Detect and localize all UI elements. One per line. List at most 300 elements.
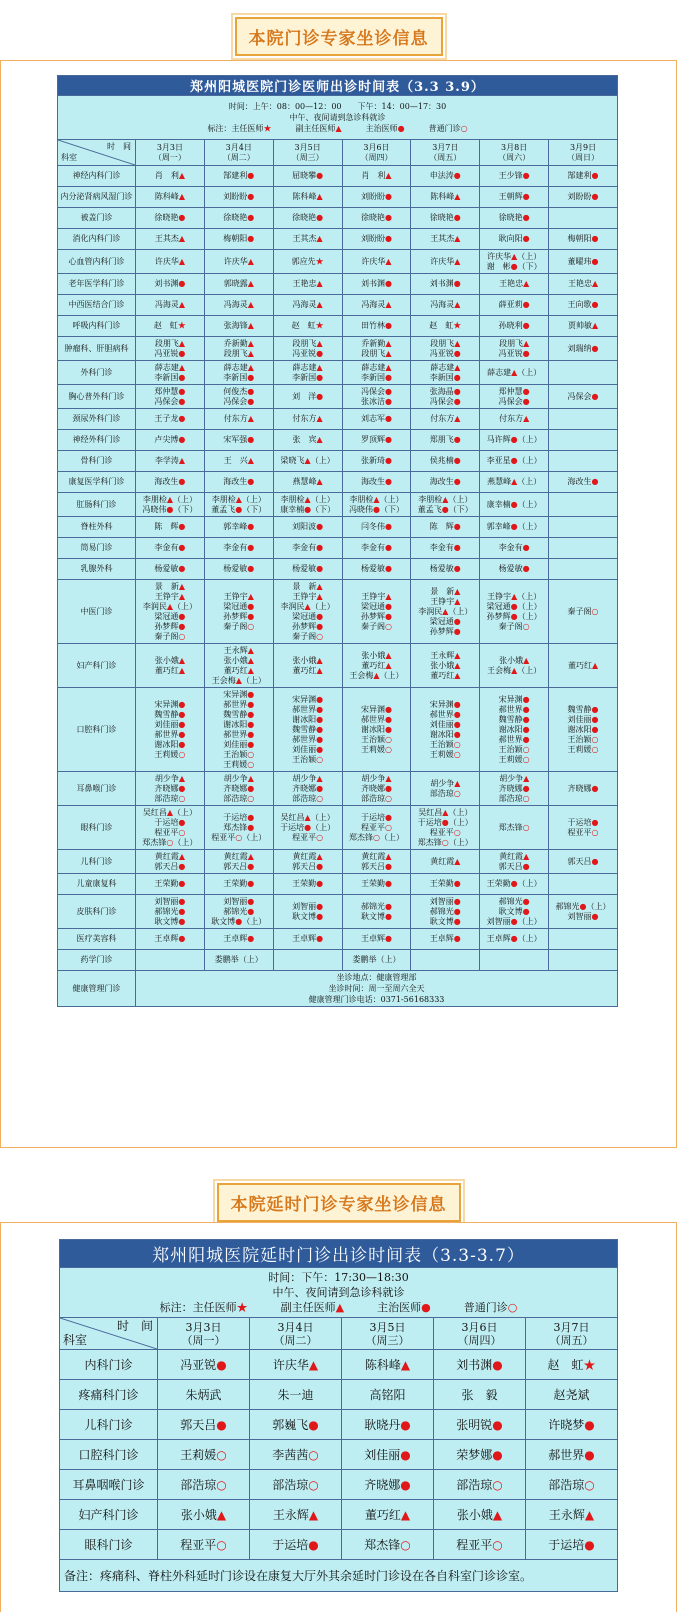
legend-prefix: 标注：: [207, 124, 232, 133]
doctor-entry: 刘盼盼●: [567, 192, 599, 201]
dept-name: 呼吸内科门诊: [58, 316, 136, 337]
schedule-cell: [549, 274, 618, 295]
doctor-entry: 郝世界●: [292, 734, 324, 744]
doctor-entry: 刘佳丽●: [292, 744, 324, 754]
doctor-entry: 郝锦光●（上）: [555, 901, 611, 911]
schedule-row: [58, 950, 618, 971]
schedule-cell: [411, 538, 480, 559]
day-date: 3月3日: [156, 142, 184, 152]
schedule-cell: [342, 208, 411, 229]
doctor-entry: 李学涛▲: [154, 456, 185, 465]
schedule-cell: [342, 409, 411, 430]
schedule-cell: [526, 1500, 618, 1530]
evening-title: 郑州阳城医院延时门诊出诊时间表（3.3-3.7）: [60, 1240, 618, 1268]
legend-mark-attending: ●: [397, 124, 405, 133]
doctor-entry: 刘书渊●: [456, 1358, 503, 1372]
doctor-entry: 王艳忠▲: [567, 279, 599, 288]
doctor-entry: 徐晓艳●: [429, 213, 461, 222]
doctor-entry: 燕慧峰▲（上）: [487, 477, 542, 486]
schedule-row: [58, 385, 618, 409]
schedule-row: [58, 644, 618, 688]
doctor-entry: 贾帅敏▲: [567, 321, 599, 330]
doctor-entry: 耿文博●（上）: [211, 916, 267, 926]
doctor-entry: 李金有●: [498, 543, 530, 552]
schedule-cell: [342, 385, 411, 409]
day-header: [204, 140, 273, 166]
doctor-entry: 李金有●: [429, 543, 461, 552]
doctor-entry: 薛志建▲: [361, 362, 392, 372]
doctor-entry: 郝世界●: [498, 704, 530, 714]
dept-name: 药学门诊: [58, 950, 136, 971]
schedule-cell: [204, 451, 273, 472]
schedule-cell: [158, 1530, 250, 1560]
doctor-entry: 郝世界●: [154, 729, 186, 739]
schedule-cell: [526, 1440, 618, 1470]
doctor-entry: 魏雪静●: [498, 714, 530, 724]
doctor-entry: 张小娥▲: [180, 1508, 227, 1522]
schedule-cell: [549, 874, 618, 895]
doctor-entry: 宋军强●: [223, 435, 255, 444]
doctor-entry: 李朋检▲（上）: [142, 494, 197, 504]
doctor-entry: 董巧红▲: [567, 660, 599, 670]
doctor-entry: 郝世界●: [223, 729, 255, 739]
schedule-cell: [411, 385, 480, 409]
doctor-entry: 赵 虹★: [153, 321, 186, 330]
doctor-entry: 郑杰锋○（上）: [142, 837, 198, 847]
schedule-cell: [158, 1500, 250, 1530]
doctor-entry: 徐晓艳●: [292, 213, 324, 222]
day-date: 3月7日: [553, 1320, 590, 1334]
doctor-entry: 郝世界●: [223, 699, 255, 709]
health-tel: 健康管理门诊电话：0371-56168333: [308, 995, 445, 1004]
doctor-entry: 张明锐●: [456, 1418, 503, 1432]
schedule-cell: [411, 929, 480, 950]
schedule-cell: [136, 493, 205, 517]
doctor-entry: 刘盼盼●: [360, 234, 392, 243]
doctor-entry: 于运培●: [360, 812, 392, 822]
doctor-entry: 王莉媛○: [223, 759, 255, 769]
schedule-cell: [411, 187, 480, 208]
doctor-entry: 郑杰锋○（上）: [348, 832, 404, 842]
schedule-cell: [136, 929, 205, 950]
schedule-cell: [342, 688, 411, 772]
schedule-cell: [273, 430, 342, 451]
doctor-entry: 刘智丽●: [154, 896, 186, 906]
day-header: [526, 1318, 618, 1350]
doctor-entry: 程亚平○: [567, 827, 599, 837]
schedule-cell: [480, 806, 549, 850]
schedule-cell: [204, 806, 273, 850]
schedule-cell: [411, 208, 480, 229]
day-weekday: （周二）: [273, 1333, 318, 1347]
day-date: 3月6日: [461, 1320, 498, 1334]
corner-time-label: 时 间: [107, 142, 131, 151]
schedule-cell: [204, 895, 273, 929]
doctor-entry: 黄红霞▲: [292, 851, 323, 861]
schedule-cell: [136, 187, 205, 208]
doctor-entry: 段朋飞▲: [223, 348, 254, 358]
schedule-cell: [136, 385, 205, 409]
doctor-entry: 耿文博●: [292, 911, 324, 921]
schedule-cell: [411, 472, 480, 493]
dept-name: 骨科门诊: [58, 451, 136, 472]
emergency-note: 中午、夜间请到急诊科就诊: [289, 113, 386, 122]
schedule-cell: [136, 559, 205, 580]
dept-name: 儿科门诊: [58, 850, 136, 874]
doctor-entry: 谢冰阳●: [429, 729, 461, 739]
doctor-entry: 王永辉▲: [548, 1508, 595, 1522]
doctor-entry: 杨爱敏●: [154, 564, 186, 573]
schedule-cell: [136, 337, 205, 361]
corner-dept-label: 科室: [63, 1333, 88, 1347]
doctor-entry: 郭天吕●: [292, 861, 324, 871]
doctor-entry: 王向歌●: [567, 300, 599, 309]
schedule-cell: [273, 538, 342, 559]
doctor-entry: 郜建利●: [567, 171, 599, 180]
schedule-cell: [434, 1500, 526, 1530]
doctor-entry: 王会梅▲（上）: [487, 665, 542, 675]
schedule-cell: [273, 385, 342, 409]
schedule-row: [58, 250, 618, 274]
doctor-entry: 李新国●: [292, 372, 324, 382]
doctor-entry: 王少锋●: [498, 171, 530, 180]
schedule-cell: [434, 1470, 526, 1500]
doctor-entry: 王永辉▲: [272, 1508, 319, 1522]
schedule-row: [58, 451, 618, 472]
day-date: 3月4日: [277, 1320, 314, 1334]
doctor-entry: 郝世界●: [292, 704, 324, 714]
doctor-entry: 黄红霞▲: [361, 851, 392, 861]
schedule-cell: [273, 517, 342, 538]
doctor-entry: 王朝辉●: [498, 192, 530, 201]
day-header: [434, 1318, 526, 1350]
doctor-entry: 付东方▲: [499, 414, 530, 423]
doctor-entry: 齐晓娜●: [292, 783, 324, 793]
schedule-cell: [434, 1440, 526, 1470]
doctor-entry: 闫冬伟●: [360, 522, 392, 531]
doctor-entry: 刘阳波●: [292, 522, 324, 531]
doctor-entry: 朱炳武: [185, 1388, 222, 1402]
schedule-cell: [411, 361, 480, 385]
doctor-entry: 郝锦光●: [429, 906, 461, 916]
evening-note: 备注：疼痛科、脊柱外科延时门诊设在康复大厅外其余延时门诊设在各自科室门诊诊室。: [60, 1560, 618, 1592]
doctor-entry: 刘瑞纳●: [567, 343, 599, 353]
doctor-entry: 张小娥▲: [292, 655, 323, 665]
dept-name: 皮肤科门诊: [58, 895, 136, 929]
doctor-entry: 王莉媛○: [360, 744, 392, 754]
legend: [58, 123, 617, 134]
schedule-cell: [273, 295, 342, 316]
schedule-cell: [411, 517, 480, 538]
day-header: [480, 140, 549, 166]
schedule-cell: [434, 1380, 526, 1410]
doctor-entry: 齐晓娜●: [498, 783, 530, 793]
doctor-entry: 王铮宇▲（上）: [487, 591, 542, 601]
doctor-entry: 刘书渊●: [154, 279, 186, 288]
schedule-cell: [549, 538, 618, 559]
schedule-cell: [342, 772, 411, 806]
doctor-entry: 郭晓露▲: [223, 279, 254, 288]
doctor-entry: 刘书渊●: [360, 279, 392, 288]
schedule-cell: [342, 929, 411, 950]
doctor-entry: 秦子阁○: [567, 606, 599, 616]
schedule-cell: [342, 229, 411, 250]
schedule-cell: [526, 1410, 618, 1440]
legend-general: 普通门诊: [428, 124, 461, 133]
schedule-cell: [480, 274, 549, 295]
schedule-cell: [480, 451, 549, 472]
doctor-entry: 程亚平○: [154, 827, 186, 837]
schedule-cell: [480, 409, 549, 430]
schedule-row: [58, 874, 618, 895]
doctor-entry: 郭天吕●: [223, 861, 255, 871]
schedule-cell: [273, 361, 342, 385]
schedule-cell: [411, 644, 480, 688]
dept-name: 疼痛科门诊: [60, 1380, 158, 1410]
doctor-entry: 冯保会●: [567, 391, 599, 401]
schedule-cell: [342, 472, 411, 493]
doctor-entry: 杨爱敏●: [360, 564, 392, 573]
schedule-cell: [480, 472, 549, 493]
doctor-entry: 杨爱敏●: [429, 564, 461, 573]
day-header: [411, 140, 480, 166]
day-weekday: （周三）: [365, 1333, 410, 1347]
doctor-entry: 李金有●: [223, 543, 255, 552]
schedule-cell: [549, 250, 618, 274]
doctor-entry: 段朋飞▲: [361, 348, 392, 358]
schedule-cell: [136, 316, 205, 337]
schedule-cell: [342, 644, 411, 688]
dept-name: 口腔科门诊: [58, 688, 136, 772]
schedule-cell: [136, 517, 205, 538]
schedule-cell: [342, 1380, 434, 1410]
doctor-entry: 王莉媛○: [180, 1448, 227, 1462]
schedule-cell: [342, 250, 411, 274]
doctor-entry: 董巧红▲: [292, 665, 323, 675]
doctor-entry: 田竹林●: [360, 321, 392, 330]
schedule-cell: [250, 1410, 342, 1440]
doctor-entry: 胡少争▲: [430, 778, 461, 788]
schedule-cell: [204, 517, 273, 538]
doctor-entry: 海改生●: [429, 477, 461, 486]
schedule-cell: [411, 493, 480, 517]
doctor-entry: 冯亚锐●: [498, 348, 530, 358]
schedule-cell: [204, 385, 273, 409]
doctor-entry: 孙梦辉●: [360, 611, 392, 621]
schedule-cell: [273, 874, 342, 895]
doctor-entry: 吴红昌▲（上）: [418, 807, 473, 817]
schedule-cell: [549, 337, 618, 361]
dept-name: 神经内科门诊: [58, 166, 136, 187]
doctor-entry: 谢冰阳●: [360, 724, 392, 734]
doctor-entry: 张海晶●: [429, 386, 461, 396]
doctor-entry: 董巧红▲: [223, 665, 254, 675]
schedule-cell: [204, 850, 273, 874]
doctor-entry: 王铮宇▲: [361, 591, 392, 601]
doctor-entry: 杨爱敏●: [223, 564, 255, 573]
doctor-entry: 郭天吕●: [360, 861, 392, 871]
doctor-entry: 齐晓娜●: [154, 783, 186, 793]
dept-name: 脊柱外科: [58, 517, 136, 538]
schedule-cell: [250, 1530, 342, 1560]
doctor-entry: 梁冠通●（上）: [486, 601, 542, 611]
doctor-entry: 郝世界●: [360, 714, 392, 724]
schedule-cell: [411, 430, 480, 451]
day-weekday: （周三）: [291, 152, 324, 162]
schedule-cell: [480, 580, 549, 644]
doctor-entry: 张小娥▲: [456, 1508, 503, 1522]
schedule-cell: [204, 688, 273, 772]
schedule-cell: [250, 1500, 342, 1530]
doctor-entry: 孙梦辉●: [223, 611, 255, 621]
schedule-cell: [273, 895, 342, 929]
schedule-cell: [158, 1470, 250, 1500]
schedule-cell: [526, 1530, 618, 1560]
doctor-entry: 董孟飞●（下）: [211, 504, 267, 514]
schedule-cell: [342, 1530, 434, 1560]
schedule-cell: [136, 430, 205, 451]
schedule-cell: [480, 950, 549, 971]
schedule-cell: [273, 409, 342, 430]
doctor-entry: 梁冠通●: [429, 616, 461, 626]
schedule-cell: [136, 644, 205, 688]
doctor-entry: 王卓辉●: [360, 934, 392, 943]
doctor-entry: 董巧红▲: [361, 660, 392, 670]
doctor-entry: 王莉媛○: [154, 749, 186, 759]
schedule-cell: [342, 1470, 434, 1500]
doctor-entry: 于运培●（上）: [280, 822, 336, 832]
schedule-cell: [480, 385, 549, 409]
doctor-entry: 李朋检▲（上）: [349, 494, 404, 504]
day-weekday: （周一）: [181, 1333, 226, 1347]
day-date: 3月5日: [369, 1320, 406, 1334]
doctor-entry: 刘志军●: [360, 414, 392, 423]
schedule-cell: [342, 274, 411, 295]
hours: 时间：上午：08：00—12：00 下午：14：00—17：30: [228, 102, 447, 111]
doctor-entry: 部浩琼○: [548, 1478, 595, 1492]
schedule-cell: [204, 559, 273, 580]
schedule-cell: [480, 493, 549, 517]
schedule-cell: [549, 451, 618, 472]
doctor-entry: 胡少争▲: [154, 773, 185, 783]
doctor-entry: 梁冠通●: [154, 611, 186, 621]
schedule-row: [58, 229, 618, 250]
doctor-entry: 梅朝阳●: [223, 234, 255, 243]
schedule-row: [58, 895, 618, 929]
doctor-entry: 郭天吕●: [180, 1418, 227, 1432]
doctor-entry: 郭天吕●: [154, 861, 186, 871]
legend-mark-general: ○: [507, 1301, 518, 1314]
doctor-entry: 冯保会●: [429, 396, 461, 406]
doctor-entry: 宋异渊●: [292, 694, 324, 704]
schedule-cell: [342, 1500, 434, 1530]
doctor-entry: 李金有●: [360, 543, 392, 552]
doctor-entry: 魏雪静●: [292, 724, 324, 734]
day-weekday: （周二）: [222, 152, 255, 162]
schedule-row: [58, 580, 618, 644]
doctor-entry: 赵 虹★: [291, 321, 324, 330]
dept-name: 耳鼻咽喉门诊: [60, 1470, 158, 1500]
schedule-cell: [526, 1470, 618, 1500]
section-banner-outpatient: 本院门诊专家坐诊信息: [235, 17, 443, 56]
doctor-entry: 冯保会●: [498, 396, 530, 406]
schedule-cell: [136, 208, 205, 229]
schedule-cell: [342, 895, 411, 929]
dept-name: 外科门诊: [58, 361, 136, 385]
schedule-cell: [549, 850, 618, 874]
schedule-cell: [480, 361, 549, 385]
corner-header: [60, 1318, 158, 1350]
schedule-cell: [136, 361, 205, 385]
day-header: [273, 140, 342, 166]
doctor-entry: 王卓辉●: [154, 934, 186, 943]
dept-name: 妇产科门诊: [58, 644, 136, 688]
schedule-row: [60, 1350, 618, 1380]
doctor-entry: 许晓梦●: [548, 1418, 595, 1432]
doctor-entry: 王莉媛○: [498, 754, 530, 764]
doctor-entry: 海改生●: [567, 477, 599, 486]
doctor-entry: 杨爱敏●: [292, 564, 324, 573]
schedule-row: [58, 472, 618, 493]
doctor-entry: 王荣勤●: [154, 879, 186, 888]
schedule-cell: [273, 337, 342, 361]
doctor-entry: 耿文博●: [498, 906, 530, 916]
schedule-cell: [526, 1350, 618, 1380]
doctor-entry: 娄鹏举（上）: [352, 955, 401, 964]
schedule-row: [58, 430, 618, 451]
schedule-cell: [273, 166, 342, 187]
schedule-cell: [434, 1350, 526, 1380]
schedule-cell: [158, 1350, 250, 1380]
schedule-cell: [136, 409, 205, 430]
schedule-cell: [480, 250, 549, 274]
schedule-cell: [136, 850, 205, 874]
schedule-cell: [480, 929, 549, 950]
doctor-entry: 刘 洋●: [292, 391, 324, 401]
doctor-entry: 齐晓娜●: [364, 1478, 411, 1492]
doctor-entry: 王铮宇▲: [430, 596, 461, 606]
doctor-entry: 谢冰阳●: [498, 724, 530, 734]
doctor-entry: 郝锦光●: [498, 896, 530, 906]
doctor-entry: 薛志建▲: [430, 362, 461, 372]
doctor-entry: 李亚星●（上）: [486, 456, 542, 465]
schedule-cell: [273, 451, 342, 472]
doctor-entry: 于运培●: [223, 812, 255, 822]
schedule-cell: [273, 316, 342, 337]
doctor-entry: 何俊杰●: [223, 386, 255, 396]
doctor-entry: 刘盼盼●: [360, 192, 392, 201]
dept-name: 筒易门诊: [58, 538, 136, 559]
doctor-entry: 王治颖○: [429, 739, 461, 749]
doctor-entry: 徐晓艳●: [154, 213, 186, 222]
doctor-entry: 段朋飞▲: [499, 338, 530, 348]
schedule-cell: [342, 430, 411, 451]
doctor-entry: 李茜茜○: [272, 1448, 319, 1462]
doctor-entry: 郭幸峰●: [223, 522, 255, 531]
doctor-entry: 刘佳丽●: [364, 1448, 411, 1462]
doctor-entry: 郝锦光●: [154, 906, 186, 916]
schedule-cell: [136, 950, 205, 971]
health-place: 坐诊地点：健康管理部: [336, 973, 417, 982]
legend-general: 普通门诊: [463, 1301, 508, 1314]
schedule-cell: [204, 493, 273, 517]
schedule-cell: [273, 559, 342, 580]
doctor-entry: 段朋飞▲: [154, 338, 185, 348]
day-header: [158, 1318, 250, 1350]
legend-mark-attending: ●: [421, 1301, 431, 1314]
dept-name: 颈尿外科门诊: [58, 409, 136, 430]
schedule-cell: [411, 337, 480, 361]
